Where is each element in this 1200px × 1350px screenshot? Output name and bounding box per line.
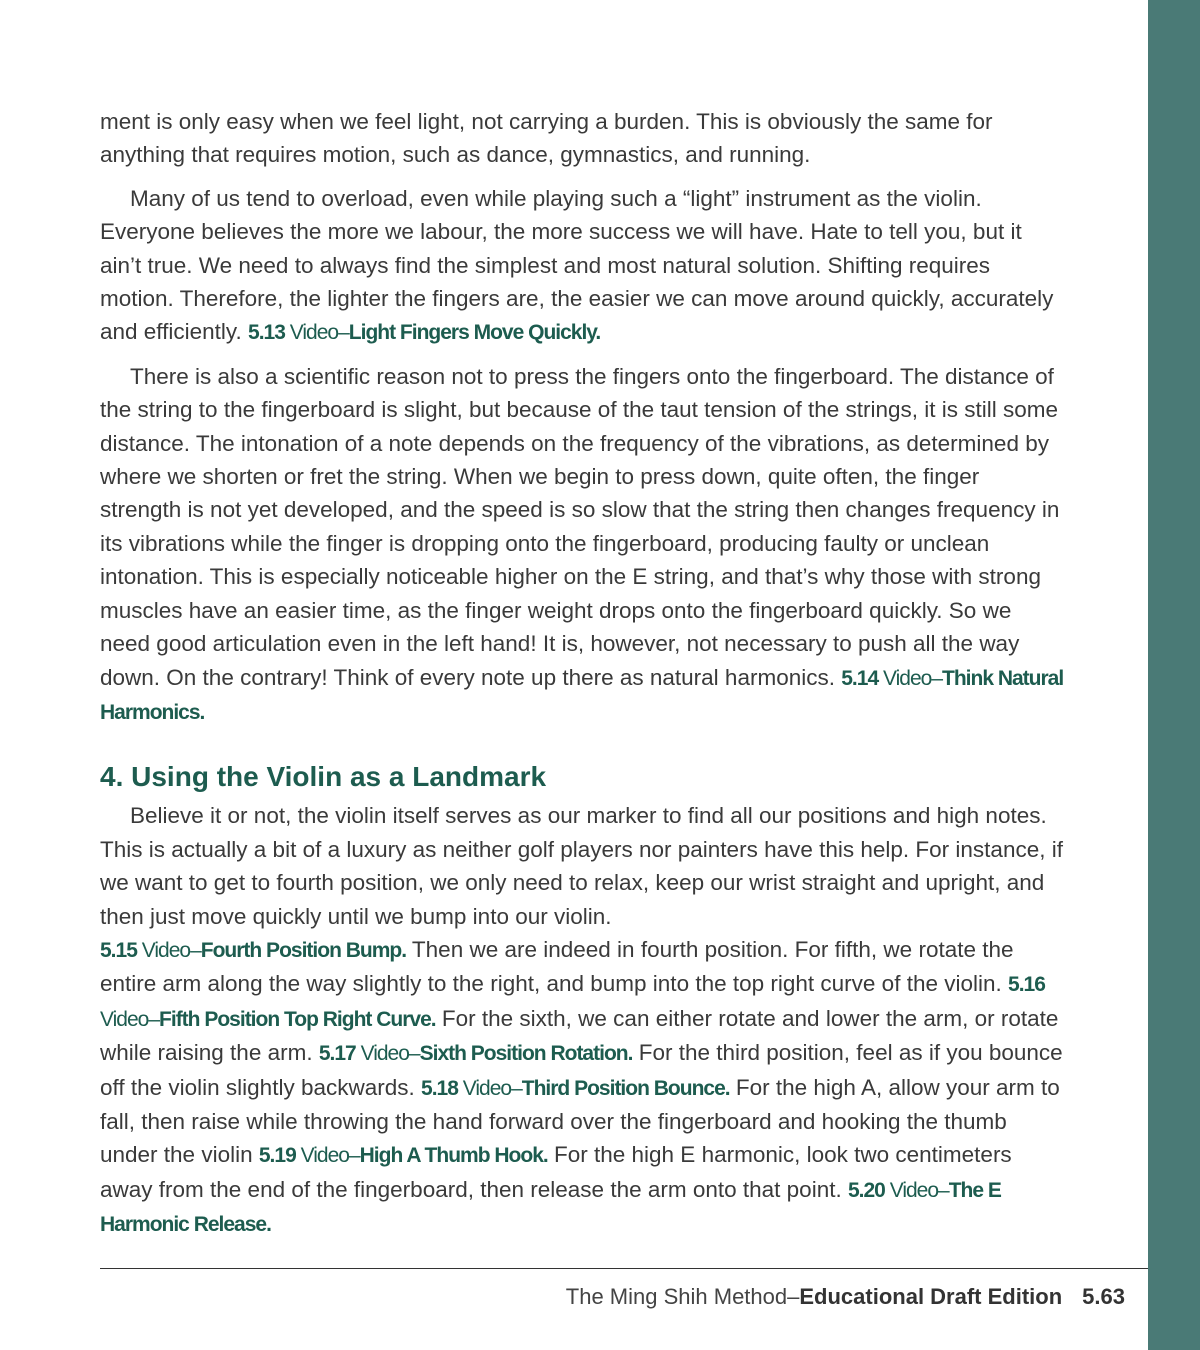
page-footer [566,1282,1125,1312]
video-link-part: Video [360,1042,409,1066]
section-title: Using the Violin as a Landmark [131,761,547,793]
paragraph-4-text-f: For the high E harmonic, look two centimeters away from the end of the fingerboard, then release the arm onto that point. [100,1142,1012,1202]
video-link-part: Sixth Position Rotation. [419,1042,633,1066]
footer-divider [100,1268,1148,1269]
video-link-part: Video [100,1007,149,1031]
video-link-part: Video [882,666,932,690]
paragraph-4-text-d: For the third position, feel as if you bounce off the violin slightly backwards. [100,1040,1063,1100]
paragraph-4-text-e: For the high A, allow your arm to fall, then raise while throwing the hand forward over the fingerboard and hooking the thumb under the violin [100,1074,1060,1168]
paragraph-1 [100,105,1065,172]
video-link-part: Light Fingers Move Quickly. [348,321,601,345]
video-link-part: 5.15 [100,938,137,962]
video-link-part: Video [141,938,191,962]
video-link-part: 5.18 [421,1076,458,1100]
video-link-part: 5.20 [847,1178,885,1202]
video-link-part: Think Natural Harmonics. [100,666,1064,724]
video-link-part: Fifth Position Top Right Curve. [159,1007,436,1031]
video-link-5-18[interactable] [421,1077,730,1100]
paragraph-2-text: Many of us tend to overload, even while playing such a “light” instrument as the violin. Everyone believes the more we labour, the more success we will have. Hate to tell you, but it ain’t true. We need to always find the simplest and most natural solution. Shifting requires motion. Therefore, the lighter the fingers are, the easier we can move around quickly, accurately and efficiently. [100,185,1054,345]
video-link-part: – [348,1144,360,1168]
paragraph-2 [100,182,1065,350]
paragraph-1-text: ment is only easy when we feel light, not carrying a burden. This is obviously the same for anything that requires motion, such as dance, gymnastics, and running. [100,109,993,168]
video-link-part: Third Position Bounce. [521,1076,730,1100]
paragraph-4 [100,799,1065,1241]
video-link-part: – [408,1042,420,1066]
paragraph-4-text-b: Then we are indeed in fourth position. For fifth, we rotate the entire arm along the way slightly to the right, and bump into the top right curve of the violin. [100,936,1014,997]
video-link-part: Video [300,1144,349,1168]
paragraph-3 [100,360,1065,729]
video-link-part: Video [289,321,339,345]
video-link-part: 5.16 [1008,973,1045,997]
footer-edition: Educational Draft Edition [799,1284,1063,1309]
paragraph-4-text-a: Believe it or not, the violin itself serves as our marker to find all our positions and high notes. This is actually a bit of a luxury as neither golf players nor painters have this help. For instance, if we want to get to fourth position, we only need to relax, keep our wrist straight and upright, and then just move quickly until we bump into our violin. [100,803,1063,929]
video-link-part: 5.14 [841,666,879,690]
footer-dash: – [787,1284,800,1309]
video-link-part: – [190,938,201,962]
video-link-5-17[interactable] [319,1042,633,1065]
paragraph-3-text: There is also a scientific reason not to press the fingers onto the fingerboard. The distance of the string to the fingerboard is slight, but because of the taut tension of the strings, it is still some distance. The intonation of a note depends on the frequency of the vibrations, as determined by where we shorten or fret the string. When we begin to press down, quite often, the finger strength is not yet developed, and the speed is so slow that the string then changes frequency in its vibrations while the finger is dropping onto the fingerboard, producing faulty or unclean intonation. This is especially noticeable higher on the E string, and that’s why those with strong muscles have an easier time, as the finger weight drops onto the fingerboard quickly. So we need good articulation even in the left hand! It is, however, not necessary to push all the way down. On the contrary! Think of every note up there as natural harmonics. [100,363,1060,690]
video-link-part: 5.19 [258,1144,296,1168]
page-edge-color-bar [1148,0,1200,1350]
page-body [100,105,1065,1252]
section-heading [100,759,1065,795]
video-link-part: – [931,666,942,690]
page-number: 5.63 [1082,1284,1125,1309]
footer-book-title: The Ming Shih Method [565,1284,788,1309]
video-link-part: Video [462,1076,512,1100]
video-link-5-13[interactable] [248,321,600,344]
video-link-part: Fourth Position Bump. [200,938,407,962]
video-link-part: – [338,321,349,345]
section-number: 4. [100,761,124,793]
video-link-part: – [938,1178,949,1202]
paragraph-4-text-c: For the sixth, we can either rotate and lower the arm, or rotate while raising the arm. [100,1005,1059,1066]
video-link-part: 5.17 [318,1042,356,1066]
video-link-part: High A Thumb Hook. [359,1144,548,1168]
video-link-part: – [511,1076,522,1100]
video-link-part: 5.13 [248,321,285,345]
video-link-part: The E Harmonic Release. [100,1178,1001,1237]
video-link-part: – [148,1007,160,1031]
video-link-5-15[interactable] [100,939,406,962]
video-link-5-19[interactable] [259,1144,548,1167]
video-link-part: Video [889,1178,939,1202]
